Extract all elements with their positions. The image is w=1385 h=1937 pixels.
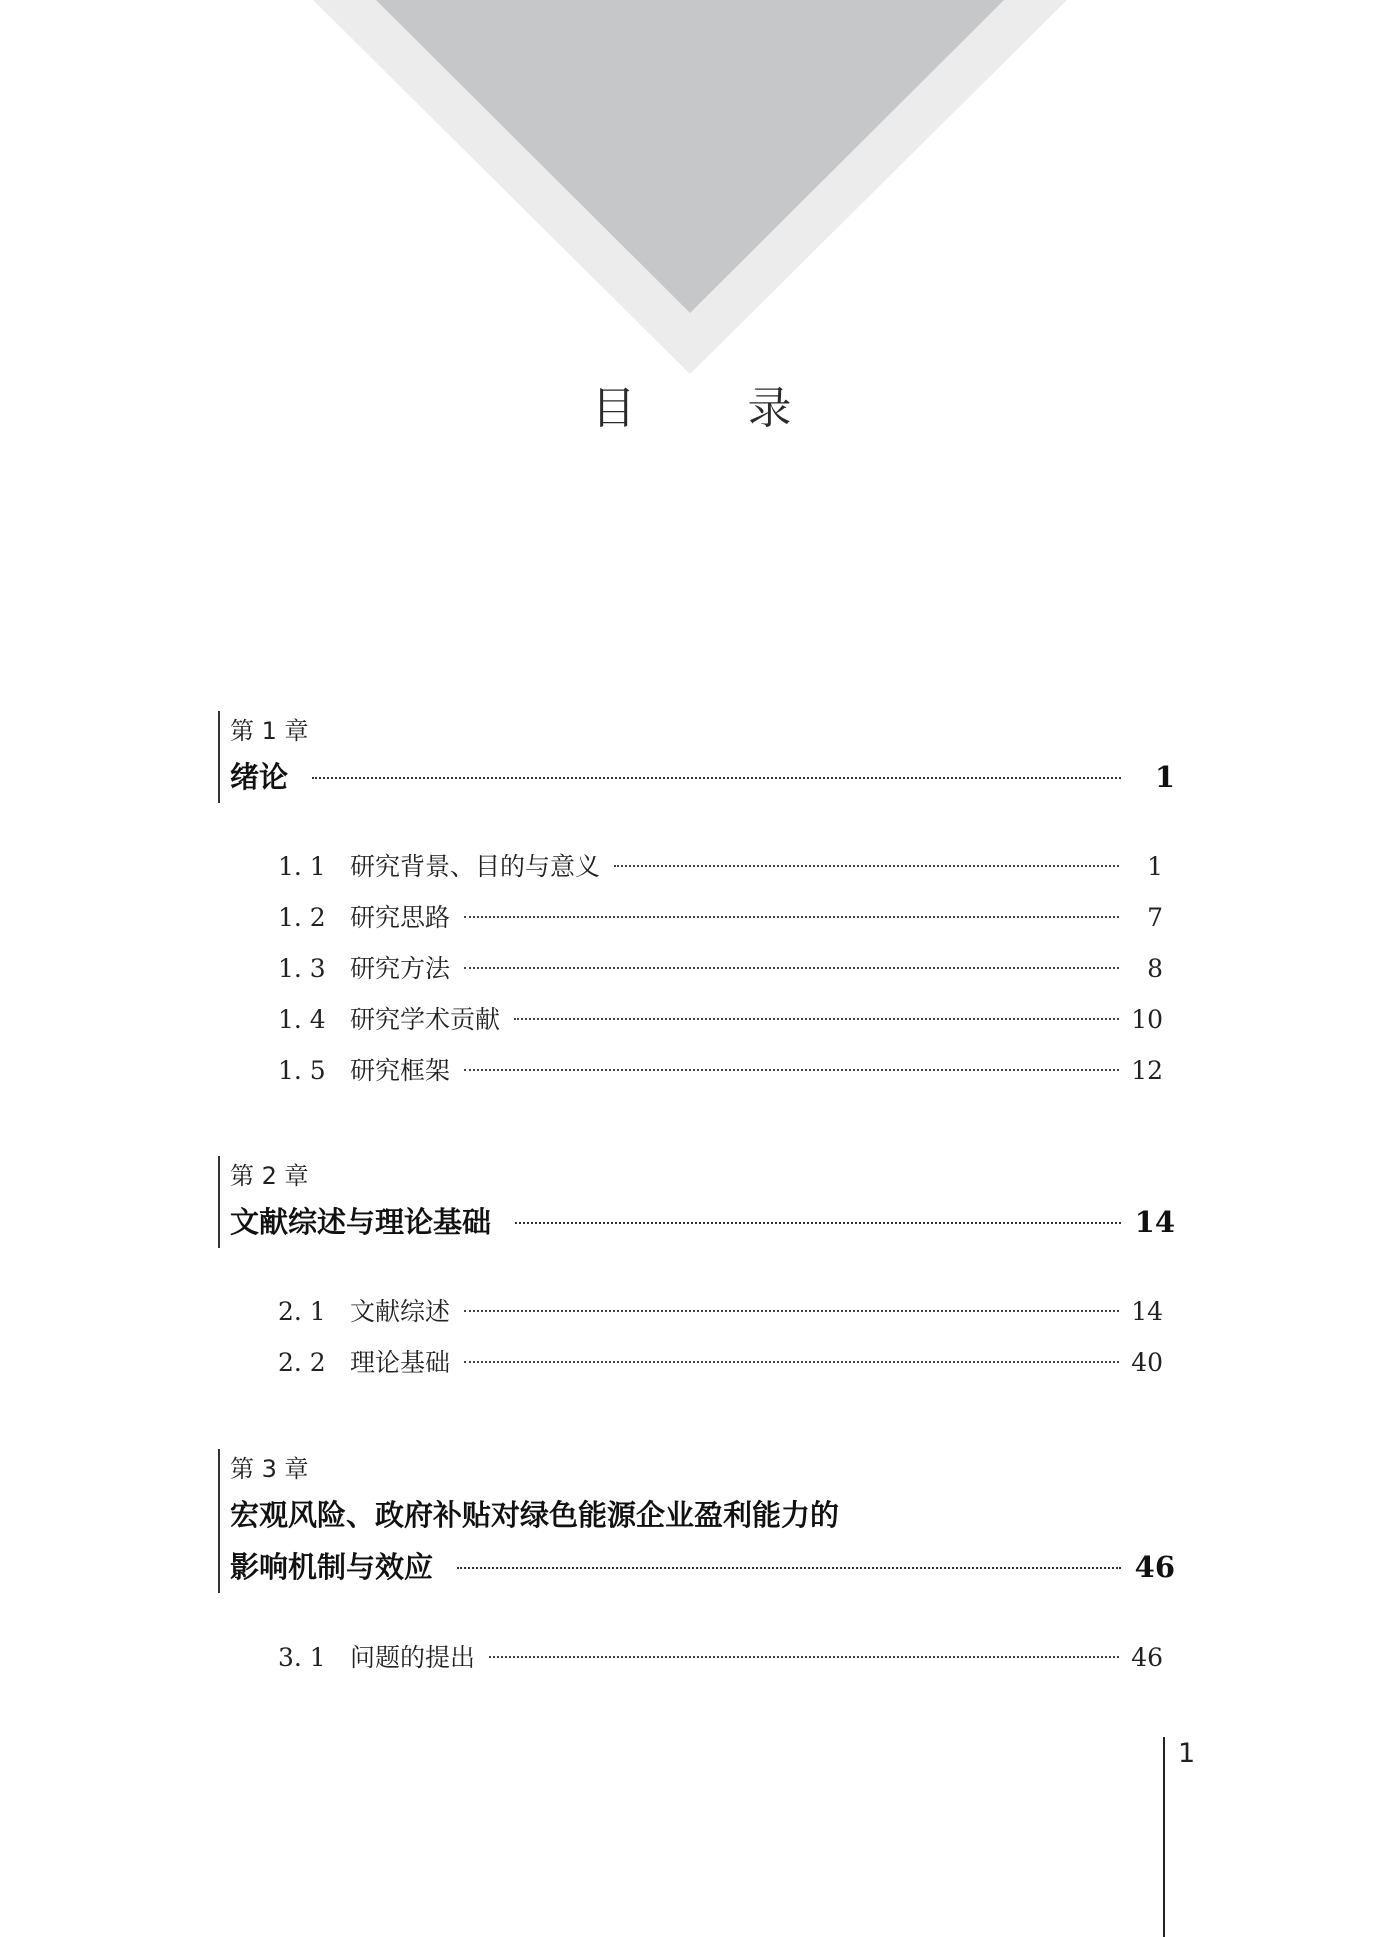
chapter-2-heading[interactable] bbox=[218, 1156, 1175, 1248]
toc-title-char-1: 目 bbox=[591, 383, 638, 434]
section-title: 研究方法 bbox=[350, 954, 451, 983]
section-page: 46 bbox=[1131, 1643, 1163, 1672]
section-title: 文献综述 bbox=[350, 1297, 451, 1326]
chapter-page: 46 bbox=[1134, 1550, 1175, 1584]
section-page: 14 bbox=[1131, 1297, 1163, 1326]
chapter-title-line bbox=[230, 1196, 1175, 1248]
section-title: 研究框架 bbox=[350, 1056, 451, 1085]
section-page: 40 bbox=[1131, 1348, 1163, 1377]
toc-entry[interactable] bbox=[278, 1292, 1163, 1332]
section-page: 10 bbox=[1131, 1005, 1163, 1034]
chapter-title-part-2: 影响机制与效应 bbox=[230, 1550, 434, 1584]
dot-leader bbox=[464, 1361, 1119, 1363]
section-title: 研究思路 bbox=[350, 903, 451, 932]
toc-title bbox=[0, 372, 1385, 436]
chapter-title-part-1: 宏观风险、政府补贴对绿色能源企业盈利能力的 bbox=[230, 1498, 840, 1532]
section-title: 理论基础 bbox=[350, 1348, 451, 1377]
section-page: 8 bbox=[1147, 954, 1163, 983]
dot-leader bbox=[464, 1310, 1119, 1312]
toc-entry[interactable] bbox=[278, 898, 1163, 938]
page-margin-rule bbox=[1163, 1737, 1165, 1937]
section-number: 1. 5 bbox=[278, 1056, 326, 1085]
toc-entry[interactable] bbox=[278, 1051, 1163, 1091]
toc-entry[interactable] bbox=[278, 949, 1163, 989]
chapter-label: 第 3 章 bbox=[230, 1455, 309, 1483]
chapter-label: 第 2 章 bbox=[230, 1162, 309, 1190]
dot-leader bbox=[489, 1656, 1119, 1658]
section-title: 研究背景、目的与意义 bbox=[350, 852, 601, 881]
section-page: 12 bbox=[1131, 1056, 1163, 1085]
chapter-page: 1 bbox=[1154, 760, 1175, 794]
toc-title-char-2: 录 bbox=[747, 383, 794, 434]
chapter-3-heading[interactable] bbox=[218, 1449, 1175, 1593]
section-page: 1 bbox=[1147, 852, 1163, 881]
dot-leader bbox=[514, 1018, 1119, 1020]
section-number: 1. 2 bbox=[278, 903, 326, 932]
section-number: 2. 1 bbox=[278, 1297, 326, 1326]
section-number: 1. 4 bbox=[278, 1005, 326, 1034]
header-triangle-decoration bbox=[0, 0, 1385, 380]
page-number: 1 bbox=[1178, 1738, 1196, 1769]
section-title: 问题的提出 bbox=[350, 1643, 476, 1672]
chapter-title-line-1 bbox=[230, 1489, 1175, 1541]
section-number: 1. 3 bbox=[278, 954, 326, 983]
chapter-title-line-2 bbox=[230, 1541, 1175, 1593]
section-title: 研究学术贡献 bbox=[350, 1005, 501, 1034]
section-number: 2. 2 bbox=[278, 1348, 326, 1377]
chapter-1-heading[interactable] bbox=[218, 711, 1175, 803]
dot-leader bbox=[515, 1222, 1121, 1224]
dot-leader bbox=[457, 1567, 1121, 1569]
section-number: 3. 1 bbox=[278, 1643, 326, 1672]
toc-entry[interactable] bbox=[278, 1638, 1163, 1678]
chapter-title-line bbox=[230, 751, 1175, 803]
triangle-inner bbox=[376, 0, 1004, 313]
toc-entry[interactable] bbox=[278, 1343, 1163, 1383]
section-number: 1. 1 bbox=[278, 852, 326, 881]
section-page: 7 bbox=[1147, 903, 1163, 932]
chapter-title: 文献综述与理论基础 bbox=[230, 1205, 492, 1239]
dot-leader bbox=[464, 967, 1119, 969]
chapter-title: 绪论 bbox=[230, 760, 289, 794]
chapter-label: 第 1 章 bbox=[230, 717, 309, 745]
chapter-page: 14 bbox=[1134, 1205, 1175, 1239]
toc-entry[interactable] bbox=[278, 847, 1163, 887]
dot-leader bbox=[464, 916, 1119, 918]
dot-leader bbox=[614, 865, 1119, 867]
toc-entry[interactable] bbox=[278, 1000, 1163, 1040]
dot-leader bbox=[464, 1069, 1119, 1071]
dot-leader bbox=[312, 777, 1121, 779]
